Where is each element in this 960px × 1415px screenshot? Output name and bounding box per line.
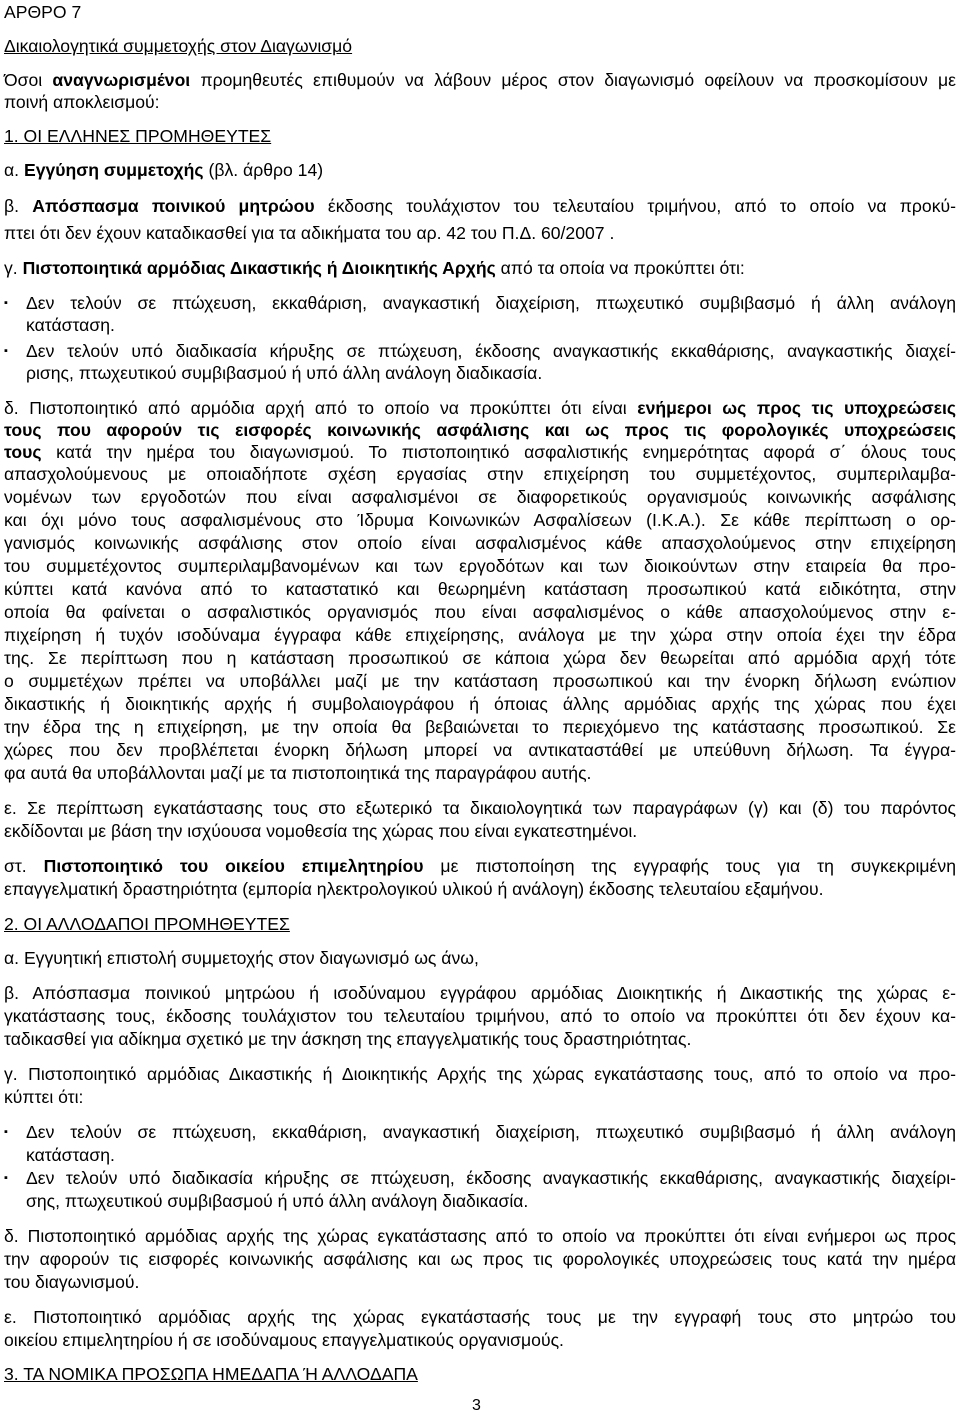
bullet-icon: ▪ xyxy=(4,1126,8,1138)
s1-item-b-line1 xyxy=(4,196,956,217)
s1-d-line: ο συμμετέχων πρέπει να υποβάλλει μαζί με την κατάσταση προσωπικού και την ένορκη δήλωση ενώπιον xyxy=(4,671,956,691)
s1-f-prefix: στ. xyxy=(4,856,44,876)
s1-b-rest: έκδοσης τουλάχιστον του τελευταίου τριμήνου, από το οποίο να προκύ- xyxy=(314,196,956,216)
intro-line-1 xyxy=(4,70,956,91)
s1-f-rest: με πιστοποίηση της εγγραφής τους για τη συγκεκριμένη xyxy=(423,856,956,876)
intro-bold: αναγνωρισμένοι xyxy=(52,70,191,90)
s1-d-line: της. Σε περίπτωση που η κατάσταση προσωπικού σε κάποια χώρα δεν θεωρείται από αρμόδια αρχή τότε xyxy=(4,648,956,668)
s1-d-line: και όχι μόνο τους ασφαλισμένους στο Ίδρυμα Κοινωνικών Ασφαλίσεων (Ι.Κ.Α.). Σε κάθε περίπτωση ο ορ- xyxy=(4,510,956,530)
s1-d-line: οποία θα φαίνεται ο ασφαλιστικός οργανισμός που είναι ασφαλισμένος ο κάθε απασχολούμενος στην ε- xyxy=(4,602,956,622)
s1-c-rest: από τα οποία να προκύπτει ότι: xyxy=(495,258,745,278)
s1-b-bold: Απόσπασμα ποινικού μητρώου xyxy=(32,196,315,216)
s1-d-line: χώρες που δεν προβλέπεται ένορκη δήλωση μπορεί να αντικαταστάθεί με υπεύθυνη δήλωση. Τα έγγρα- xyxy=(4,740,956,760)
s1-c-bullet2-line1: Δεν τελούν υπό διαδικασία κήρυξης σε πτώχευση, έκδοσης αναγκαστικής εκκαθάρισης, αναγκαστικής διαχεί- xyxy=(26,341,956,361)
s1-d-line1-bold: ενήμεροι ως προς τις υποχρεώσεις xyxy=(637,398,957,418)
s2-c-bullet2-line1: Δεν τελούν υπό διαδικασία κήρυξης σε πτώχευση, έκδοσης αναγκαστικής εκκαθάρισης, αναγκαστικής διαχείρι- xyxy=(26,1168,956,1188)
s1-d-line: νομένων των εργοδοτών που είναι ασφαλισμένοι σε διαφορετικούς οργανισμούς κοινωνικής ασφάλισης xyxy=(4,487,956,507)
s2-b-line2: γκατάστασης τους, έκδοσης τουλάχιστον του τελευταίου τριμήνου, από το οποίο να προκύπτει ότι δεν έχουν κα- xyxy=(4,1006,956,1026)
s1-c-bullet1-line2: κατάσταση. xyxy=(26,315,115,335)
s1-d-line: δικαστικής ή διοικητικής αρχής ή συμβολαιογράφου ή όποιας άλλης αρμόδιας αρχής της χώρας που έχει xyxy=(4,694,956,714)
s1-b-prefix: β. xyxy=(4,196,33,216)
bullet-icon: ▪ xyxy=(4,297,8,309)
s1-a-prefix: α. xyxy=(4,160,24,180)
s1-d-line: του συμμετέχοντος συμπεριλαμβανομένων και των εργοδότων και των διοικούντων στην εταιρεία θα προ- xyxy=(4,556,956,576)
s2-d-line1: δ. Πιστοποιητικό αρμόδιας αρχής της χώρας εγκατάστασης από το οποίο να προκύπτει ότι είναι ενήμεροι ως προς xyxy=(4,1226,956,1246)
article-title: ΑΡΘΡΟ 7 xyxy=(4,2,82,22)
s1-d-line1 xyxy=(4,398,956,419)
s2-b-line1: β. Απόσπασμα ποινικού μητρώου ή ισοδύναμου εγγράφου αρμόδιας Διοικητικής ή Δικαστικής της χώρας ε- xyxy=(4,983,956,1003)
s1-c-bullet1-line1: Δεν τελούν σε πτώχευση, εκκαθάριση, αναγκαστική διαχείριση, πτωχευτικό συμβιβασμό ή άλλη ανάλογη xyxy=(26,293,956,313)
s1-d-line: κύπτει κατά κανόνα από το καταστατικό και θεωρημένη κατάσταση προσωπικού κατά ειδικότητα, στην xyxy=(4,579,956,599)
s1-a-bold: Εγγύηση συμμετοχής xyxy=(23,160,204,180)
s1-item-b-line2: πτει ότι δεν έχουν καταδικασθεί για τα αδικήματα του αρ. 42 του Π.Δ. 60/2007 . xyxy=(4,223,615,243)
s1-item-c xyxy=(4,258,745,279)
s1-item-a xyxy=(4,160,323,181)
s1-d-line3-bold: τους xyxy=(4,442,42,462)
page-number: 3 xyxy=(472,1397,481,1414)
s2-c-line2: κύπτει ότι: xyxy=(4,1087,84,1107)
s2-e-line1: ε. Πιστοποιητικό αρμόδιας αρχής της χώρας εγκατάστασής τους με την εγγραφή τους στο μητρώο του xyxy=(4,1307,956,1327)
bullet-icon: ▪ xyxy=(4,345,8,357)
section3-heading: 3. ΤΑ ΝΟΜΙΚΑ ΠΡΟΣΩΠΑ ΗΜΕΔΑΠΑ Ή ΑΛΛΟΔΑΠΑ xyxy=(4,1364,418,1384)
s2-e-line2: οικείου επιμελητηρίου ή σε ισοδύναμους επαγγελματικούς οργανισμούς. xyxy=(4,1330,564,1350)
intro-text-1: Όσοι xyxy=(4,70,53,90)
s1-d-line: γανισμός κοινωνικής ασφάλισης στον οποίο είναι ασφαλισμένος κάθε απασχολούμενος στην επιχείρηση xyxy=(4,533,956,553)
s1-e-line1: ε. Σε περίπτωση εγκατάστασης τους στο εξωτερικό τα δικαιολογητικά των παραγράφων (γ) και (δ) του παρόντος xyxy=(4,798,956,818)
s1-d-line: την έδρα της η επιχείρηση, με την οποία θα βεβαιώνεται το περιεχόμενο της κατάστασης προσωπικού. Σε xyxy=(4,717,956,737)
s1-a-rest: (βλ. άρθρο 14) xyxy=(203,160,324,180)
s1-d-line: απασχολούμενους με οποιαδήποτε σχέση εργασίας στην επιχείρηση του συμμετέχοντος, συμπεριλαμβα- xyxy=(4,464,956,484)
article-subtitle: Δικαιολογητικά συμμετοχής στον Διαγωνισμό xyxy=(4,36,353,56)
s2-c-bullet1-line1: Δεν τελούν σε πτώχευση, εκκαθάριση, αναγκαστική διαχείριση, πτωχευτικό συμβιβασμό ή άλλη ανάλογη xyxy=(26,1122,956,1142)
s1-f-bold: Πιστοποιητικό του οικείου επιμελητηρίου xyxy=(43,856,424,876)
section2-heading: 2. ΟΙ ΑΛΛΟΔΑΠΟΙ ΠΡΟΜΗΘΕΥΤΕΣ xyxy=(4,914,290,934)
s1-d-line1-pre: δ. Πιστοποιητικό από αρμόδια αρχή από το οποίο να προκύπτει ότι είναι xyxy=(4,398,638,418)
s1-c-prefix: γ. xyxy=(4,258,23,278)
s2-d-line3: του διαγωνισμού. xyxy=(4,1272,140,1292)
s1-d-line: φα αυτά θα υποβάλλονται μαζί με τα πιστοποιητικά της παραγράφου αυτής. xyxy=(4,763,592,783)
intro-line-2: ποινή αποκλεισμού: xyxy=(4,92,160,112)
s1-e-line2: εκδίδονται με βάση την ισχύουσα νομοθεσία της χώρας που είναι εγκατεστημένοι. xyxy=(4,821,638,841)
s1-d-line3 xyxy=(4,442,956,463)
s2-b-line3: ταδικασθεί για αδίκημα σχετικό με την άσκηση της επαγγελματικής τους δραστηριότητας. xyxy=(4,1029,692,1049)
s2-c-bullet2-line2: σης, πτωχευτικού συμβιβασμού ή υπό άλλη ανάλογη διαδικασία. xyxy=(26,1191,529,1211)
s1-c-bullet2-line2: ρισης, πτωχευτικού συμβιβασμού ή υπό άλλη ανάλογη διαδικασία. xyxy=(26,363,543,383)
s2-c-bullet1-line2: κατάσταση. xyxy=(26,1145,115,1165)
s1-c-bold: Πιστοποιητικά αρμόδιας Δικαστικής ή Διοικητικής Αρχής xyxy=(22,258,496,278)
s1-d-line3-rest: κατά την ημέρα του διαγωνισμού. Το πιστοποιητικό ασφαλιστικής ενημερότητας αφορά σ΄ όλους τους xyxy=(41,442,956,462)
s1-d-line2: τους που αφορούν τις εισφορές κοινωνικής ασφάλισης και ως προς τις φορολογικές υποχρεώσεις xyxy=(4,420,956,440)
intro-text-2: προμηθευτές επιθυμούν να λάβουν μέρος στον διαγωνισμό οφείλουν να προσκομίσουν με xyxy=(190,70,956,90)
s1-d-line: πιχείρηση ή τυχόν ισοδύναμα έγγραφα κάθε επιχείρησης, ανάλογα με την χώρα στην οποία έχει την έδρα xyxy=(4,625,956,645)
s2-item-a: α. Εγγυητική επιστολή συμμετοχής στον διαγωνισμό ως άνω, xyxy=(4,948,479,968)
s2-d-line2: την αφορούν τις εισφορές κοινωνικής ασφάλισης και ως προς τις φορολογικές υποχρεώσεις τους κατά την ημέρα xyxy=(4,1249,956,1269)
s1-f-line2: επαγγελματική δραστηριότητα (εμπορία ηλεκτρολογικού υλικού ή ανάλογη) έκδοσης τελευταίου εξαμήνου. xyxy=(4,879,824,899)
s1-f-line1 xyxy=(4,856,956,877)
s2-c-line1: γ. Πιστοποιητικό αρμόδιας Δικαστικής ή Διοικητικής Αρχής της χώρας εγκατάστασης τους, από το οποίο να προ- xyxy=(4,1064,956,1084)
bullet-icon: ▪ xyxy=(4,1172,8,1184)
section1-heading: 1. ΟΙ ΕΛΛΗΝΕΣ ΠΡΟΜΗΘΕΥΤΕΣ xyxy=(4,126,272,146)
